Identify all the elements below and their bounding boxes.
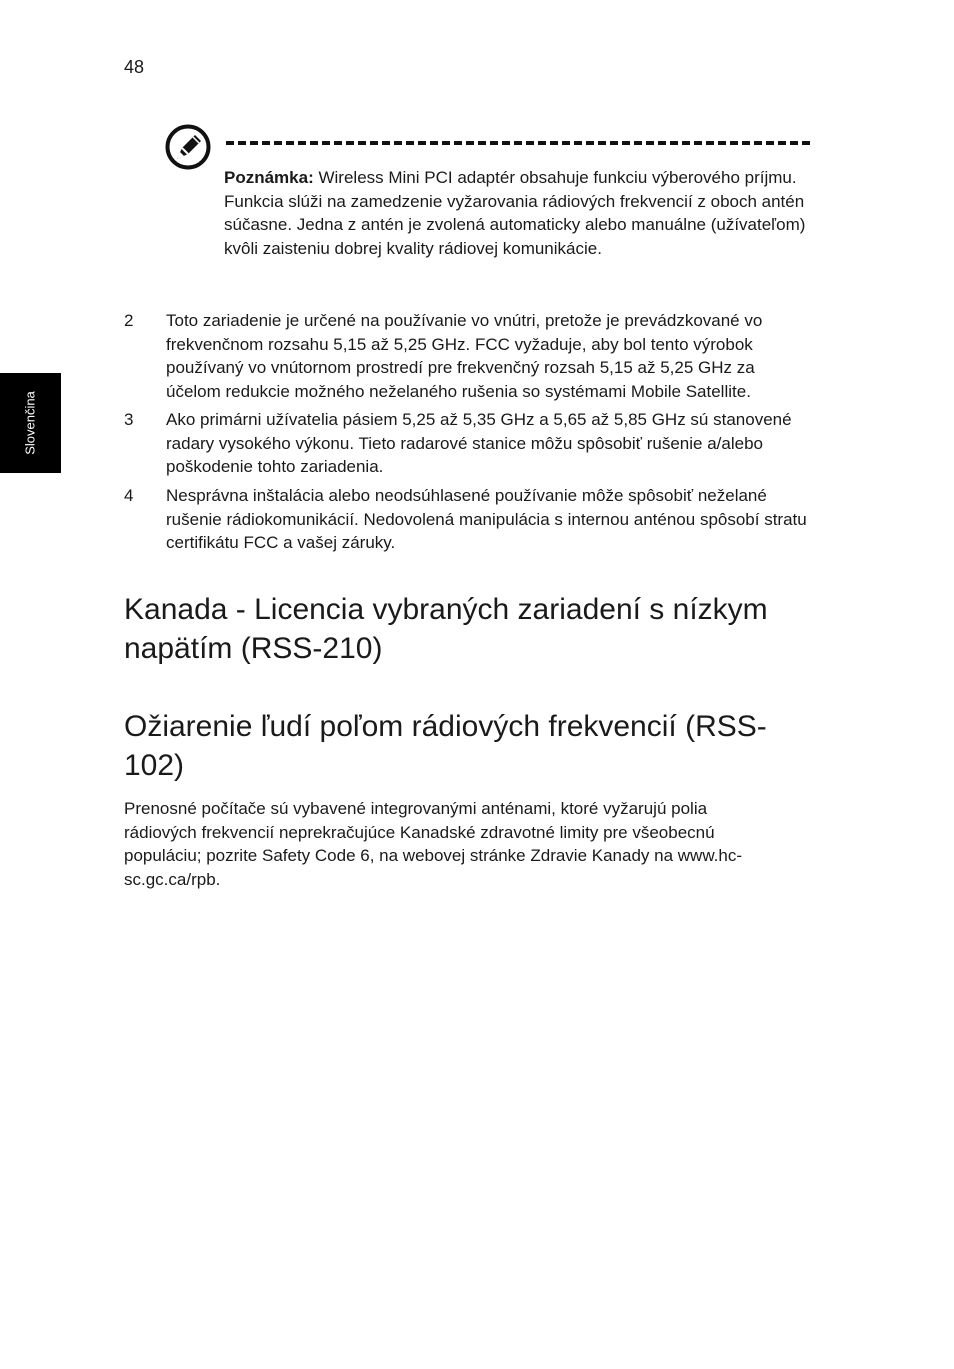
note-label: Poznámka: [224,168,314,187]
note-divider [226,141,810,145]
section-heading-rss-210: Kanada - Licencia vybraných zariadení s nízkym napätím (RSS-210) [124,593,768,665]
list-item-number: 2 [124,311,134,330]
list-item-text: Toto zariadenie je určené na používanie vo vnútri, pretože je prevádzkované vo frekvenčnom rozsahu 5,15 až 5,25 GHz. FCC vyžaduje, aby bol tento výrobok používaný vo vnútornom prostredí pre frekvenčný rozsah 5,15 až 5,25 GHz za účelom redukcie možného neželaného rušenia so systémami Mobile Satellite. [166,311,763,401]
note-text [224,166,810,260]
note-body: Wireless Mini PCI adaptér obsahuje funkciu výberového príjmu. Funkcia slúži na zamedzenie vyžarovania rádiových frekvencií z oboch antén súčasne. Jedna z antén je zvolená automaticky alebo manuálne (užívateľom) kvôli zaisteniu dobrej kvality rádiovej komunikácie. [224,168,806,258]
list-item-number: 4 [124,486,134,505]
page-number: 48 [124,57,145,77]
note-pencil-icon [165,124,211,170]
section-heading-rss-102: Ožiarenie ľudí poľom rádiových frekvencií (RSS-102) [124,710,767,782]
list-item-text: Ako primárni užívatelia pásiem 5,25 až 5,35 GHz a 5,65 až 5,85 GHz sú stanovené radary vysokého výkonu. Tieto radarové stanice môžu spôsobiť rušenie a/alebo poškodenie tohto zariadenia. [166,410,792,476]
list-item-number: 3 [124,410,134,429]
list-item-text: Nesprávna inštalácia alebo neodsúhlasené používanie môže spôsobiť neželané rušenie rádiokomunikácií. Nedovolená manipulácia s internou anténou spôsobí stratu certifikátu FCC a vašej záruky. [166,486,807,552]
language-side-tab-label: Slovenčina [22,391,38,455]
body-paragraph: Prenosné počítače sú vybavené integrovanými anténami, ktoré vyžarujú polia rádiových frekvencií neprekračujúce Kanadské zdravotné limity pre všeobecnú populáciu; pozrite Safety Code 6, na webovej stránke Zdravie Kanady na www.hc-sc.gc.ca/rpb. [124,799,743,889]
